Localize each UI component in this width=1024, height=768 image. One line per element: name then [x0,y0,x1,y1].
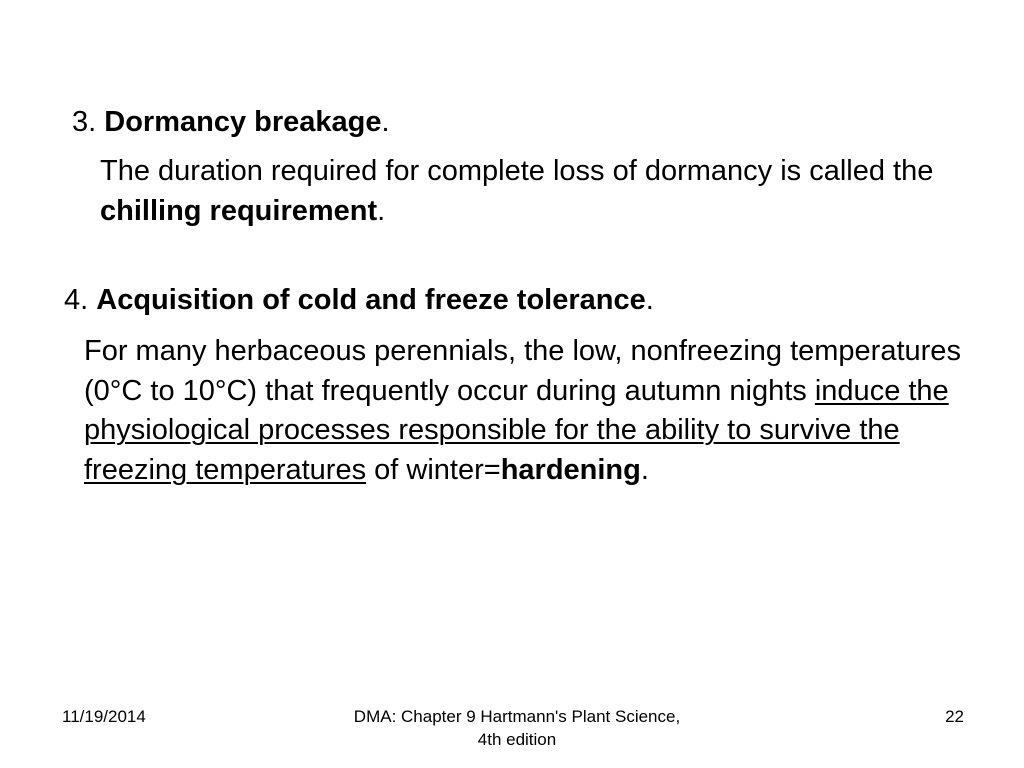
point-3-body-text: The duration required for complete loss of dormancy is called the [100,155,934,187]
point-4-heading-period: . [645,284,654,316]
footer-title: DMA: Chapter 9 Hartmann's Plant Science, 4th edition [353,707,681,749]
point-3-heading-text: Dormancy breakage [104,106,382,138]
point-3-body [100,152,980,231]
point-3-heading-period: . [381,106,390,138]
point-4-heading [64,282,654,318]
point-4-body-text-2: of winter= [366,453,501,486]
point-4-body-period: . [640,453,649,486]
point-3-number: 3. [72,106,105,138]
point-4-body-text: For many herbaceous perennials, the low, nonfreezing temperatures (0°C to 10°C) that frequently occur during autumn nights [84,335,961,407]
point-4-number: 4. [64,284,97,316]
point-4-heading-text: Acquisition of cold and freeze tolerance [96,284,646,316]
chilling-requirement-term: chilling requirement [100,194,378,227]
footer-date: 11/19/2014 [62,707,146,726]
point-3-heading [72,104,390,140]
point-4-body [84,332,984,490]
point-3-body-period: . [377,194,386,227]
underlined-process-text: induce the physiological processes responsible for the ability to survive the freezing temperatures [84,374,949,486]
footer-page-number: 22 [945,707,964,726]
hardening-term: hardening [500,453,641,486]
